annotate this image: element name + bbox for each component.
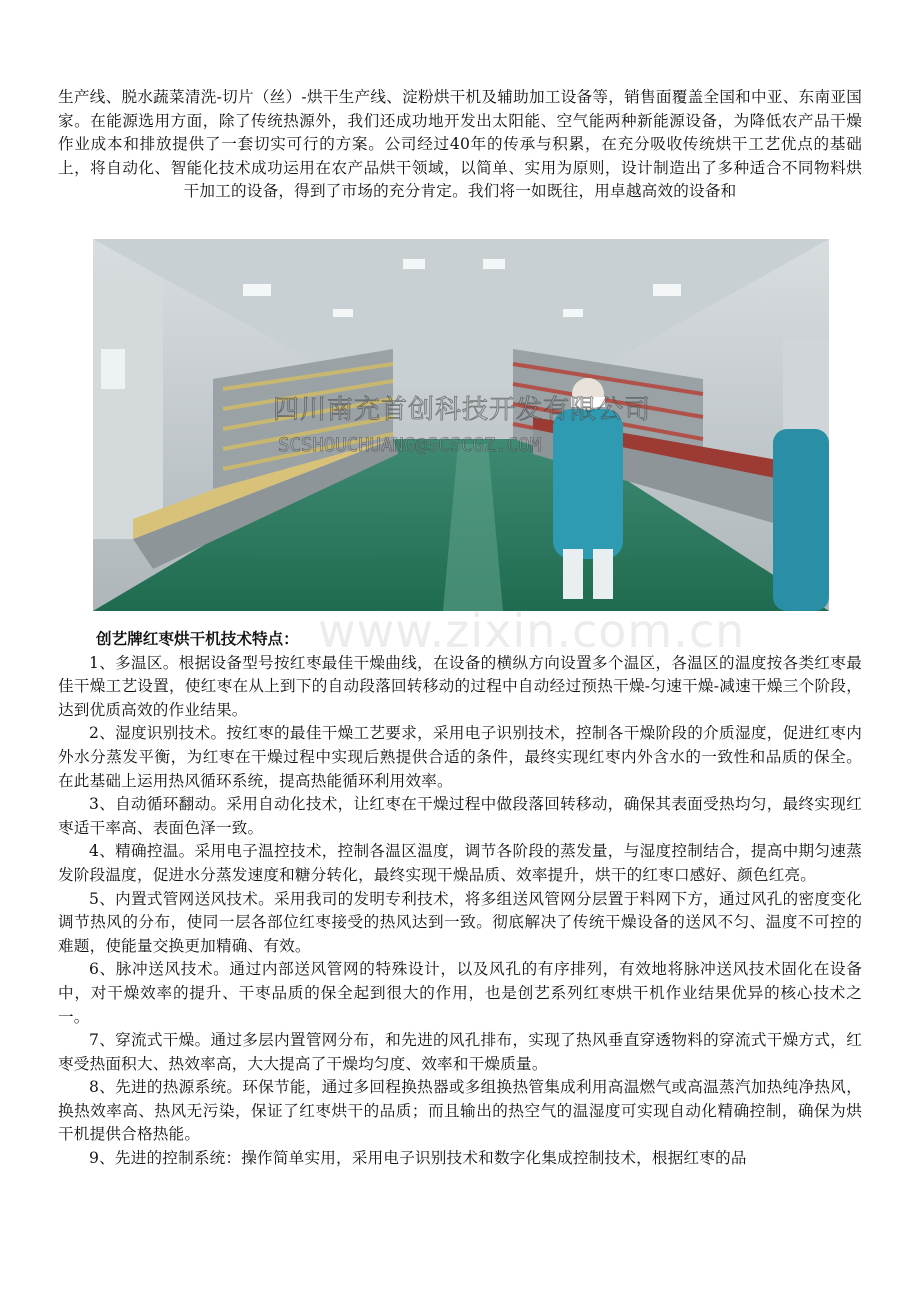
photo-watermark-company: 四川南充首创科技开发有限公司 bbox=[273, 395, 652, 425]
feature-item: 3、自动循环翻动。采用自动化技术，让红枣在干燥过程中做段落回转移动，确保其表面受热均匀，最终实现红枣适干率高、表面色泽一致。 bbox=[58, 795, 862, 837]
feature-item: 2、湿度识别技术。按红枣的最佳干燥工艺要求，采用电子识别技术，控制各干燥阶段的介质湿度，促进红枣内外水分蒸发平衡，为红枣在干燥过程中实现后熟提供合适的条件，最终实现红枣内外含水的一致性和品质的保全。在此基础上运用热风循环系统，提高热能循环利用效率。 bbox=[58, 724, 862, 790]
feature-item: 4、精确控温。采用电子温控技术，控制各温区温度，调节各阶段的蒸发量，与湿度控制结合，提高中期匀速蒸发阶段温度，促进水分蒸发速度和糖分转化，最终实现干燥品质、效率提升，烘干的红枣口感好、颜色红亮。 bbox=[58, 842, 862, 884]
feature-item: 1、多温区。根据设备型号按红枣最佳干燥曲线，在设备的横纵方向设置多个温区，各温区的温度按各类红枣最佳干燥工艺设置，使红枣在从上到下的自动段落回转移动的过程中自动经过预热干燥-匀速干燥-减速干燥三个阶段，达到优质高效的作业结果。 bbox=[58, 653, 862, 719]
features-section bbox=[58, 618, 862, 1171]
section-title: 创艺牌红枣烘干机技术特点： bbox=[96, 630, 299, 648]
factory-photo bbox=[93, 239, 829, 611]
feature-item: 7、穿流式干燥。通过多层内置管网分布，和先进的风孔排布，实现了热风垂直穿透物料的穿流式干燥方式，红枣受热面积大、热效率高，大大提高了干燥均匀度、效率和干燥质量。 bbox=[58, 1031, 862, 1073]
intro-paragraph: 生产线、脱水蔬菜清洗-切片（丝）-烘干生产线、淀粉烘干机及辅助加工设备等，销售面覆盖全国和中亚、东南亚国家。在能源选用方面，除了传统热源外，我们还成功地开发出太阳能、空气能两种新能源设备，为降低农产品干燥作业成本和排放提供了一套切实可行的方案。公司经过40年的传承与积累，在充分吸收传统烘干工艺优点的基础上，将自动化、智能化技术成功运用在农产品烘干领域，以简单、实用为原则，设计制造出了多种适合不同物料烘干加工的设备，得到了市场的充分肯定。我们将一如既往，用卓越高效的设备和 bbox=[58, 88, 862, 201]
site-watermark: www.zixin.com.cn bbox=[318, 604, 746, 658]
feature-item: 5、内置式管网送风技术。采用我司的发明专利技术，将多组送风管网分层置于料网下方，通过风孔的密度变化调节热风的分布，使同一层各部位红枣接受的热风达到一致。彻底解决了传统干燥设备的送风不匀、温度不可控的难题，使能量交换更加精确、有效。 bbox=[58, 889, 862, 955]
feature-item: 8、先进的热源系统。环保节能，通过多回程换热器或多组换热管集成利用高温燃气或高温蒸汽加热纯净热风，换热效率高、热风无污染，保证了红枣烘干的品质；而且输出的热空气的温湿度可实现自动化精确控制，确保为烘干机提供合格热能。 bbox=[58, 1078, 862, 1144]
feature-item: 9、先进的控制系统：操作简单实用，采用电子识别技术和数字化集成控制技术，根据红枣的品 bbox=[89, 1149, 747, 1168]
photo-watermark-email: SCSHOUCHUANG@SCSCGZ.COM bbox=[278, 434, 542, 456]
intro-block bbox=[58, 86, 862, 204]
feature-item: 6、脉冲送风技术。通过内部送风管网的特殊设计，以及风孔的有序排列，有效地将脉冲送风技术固化在设备中，对干燥效率的提升、干枣品质的保全起到很大的作用，也是创艺系列红枣烘干机作业结果优异的核心技术之一。 bbox=[58, 960, 862, 1026]
